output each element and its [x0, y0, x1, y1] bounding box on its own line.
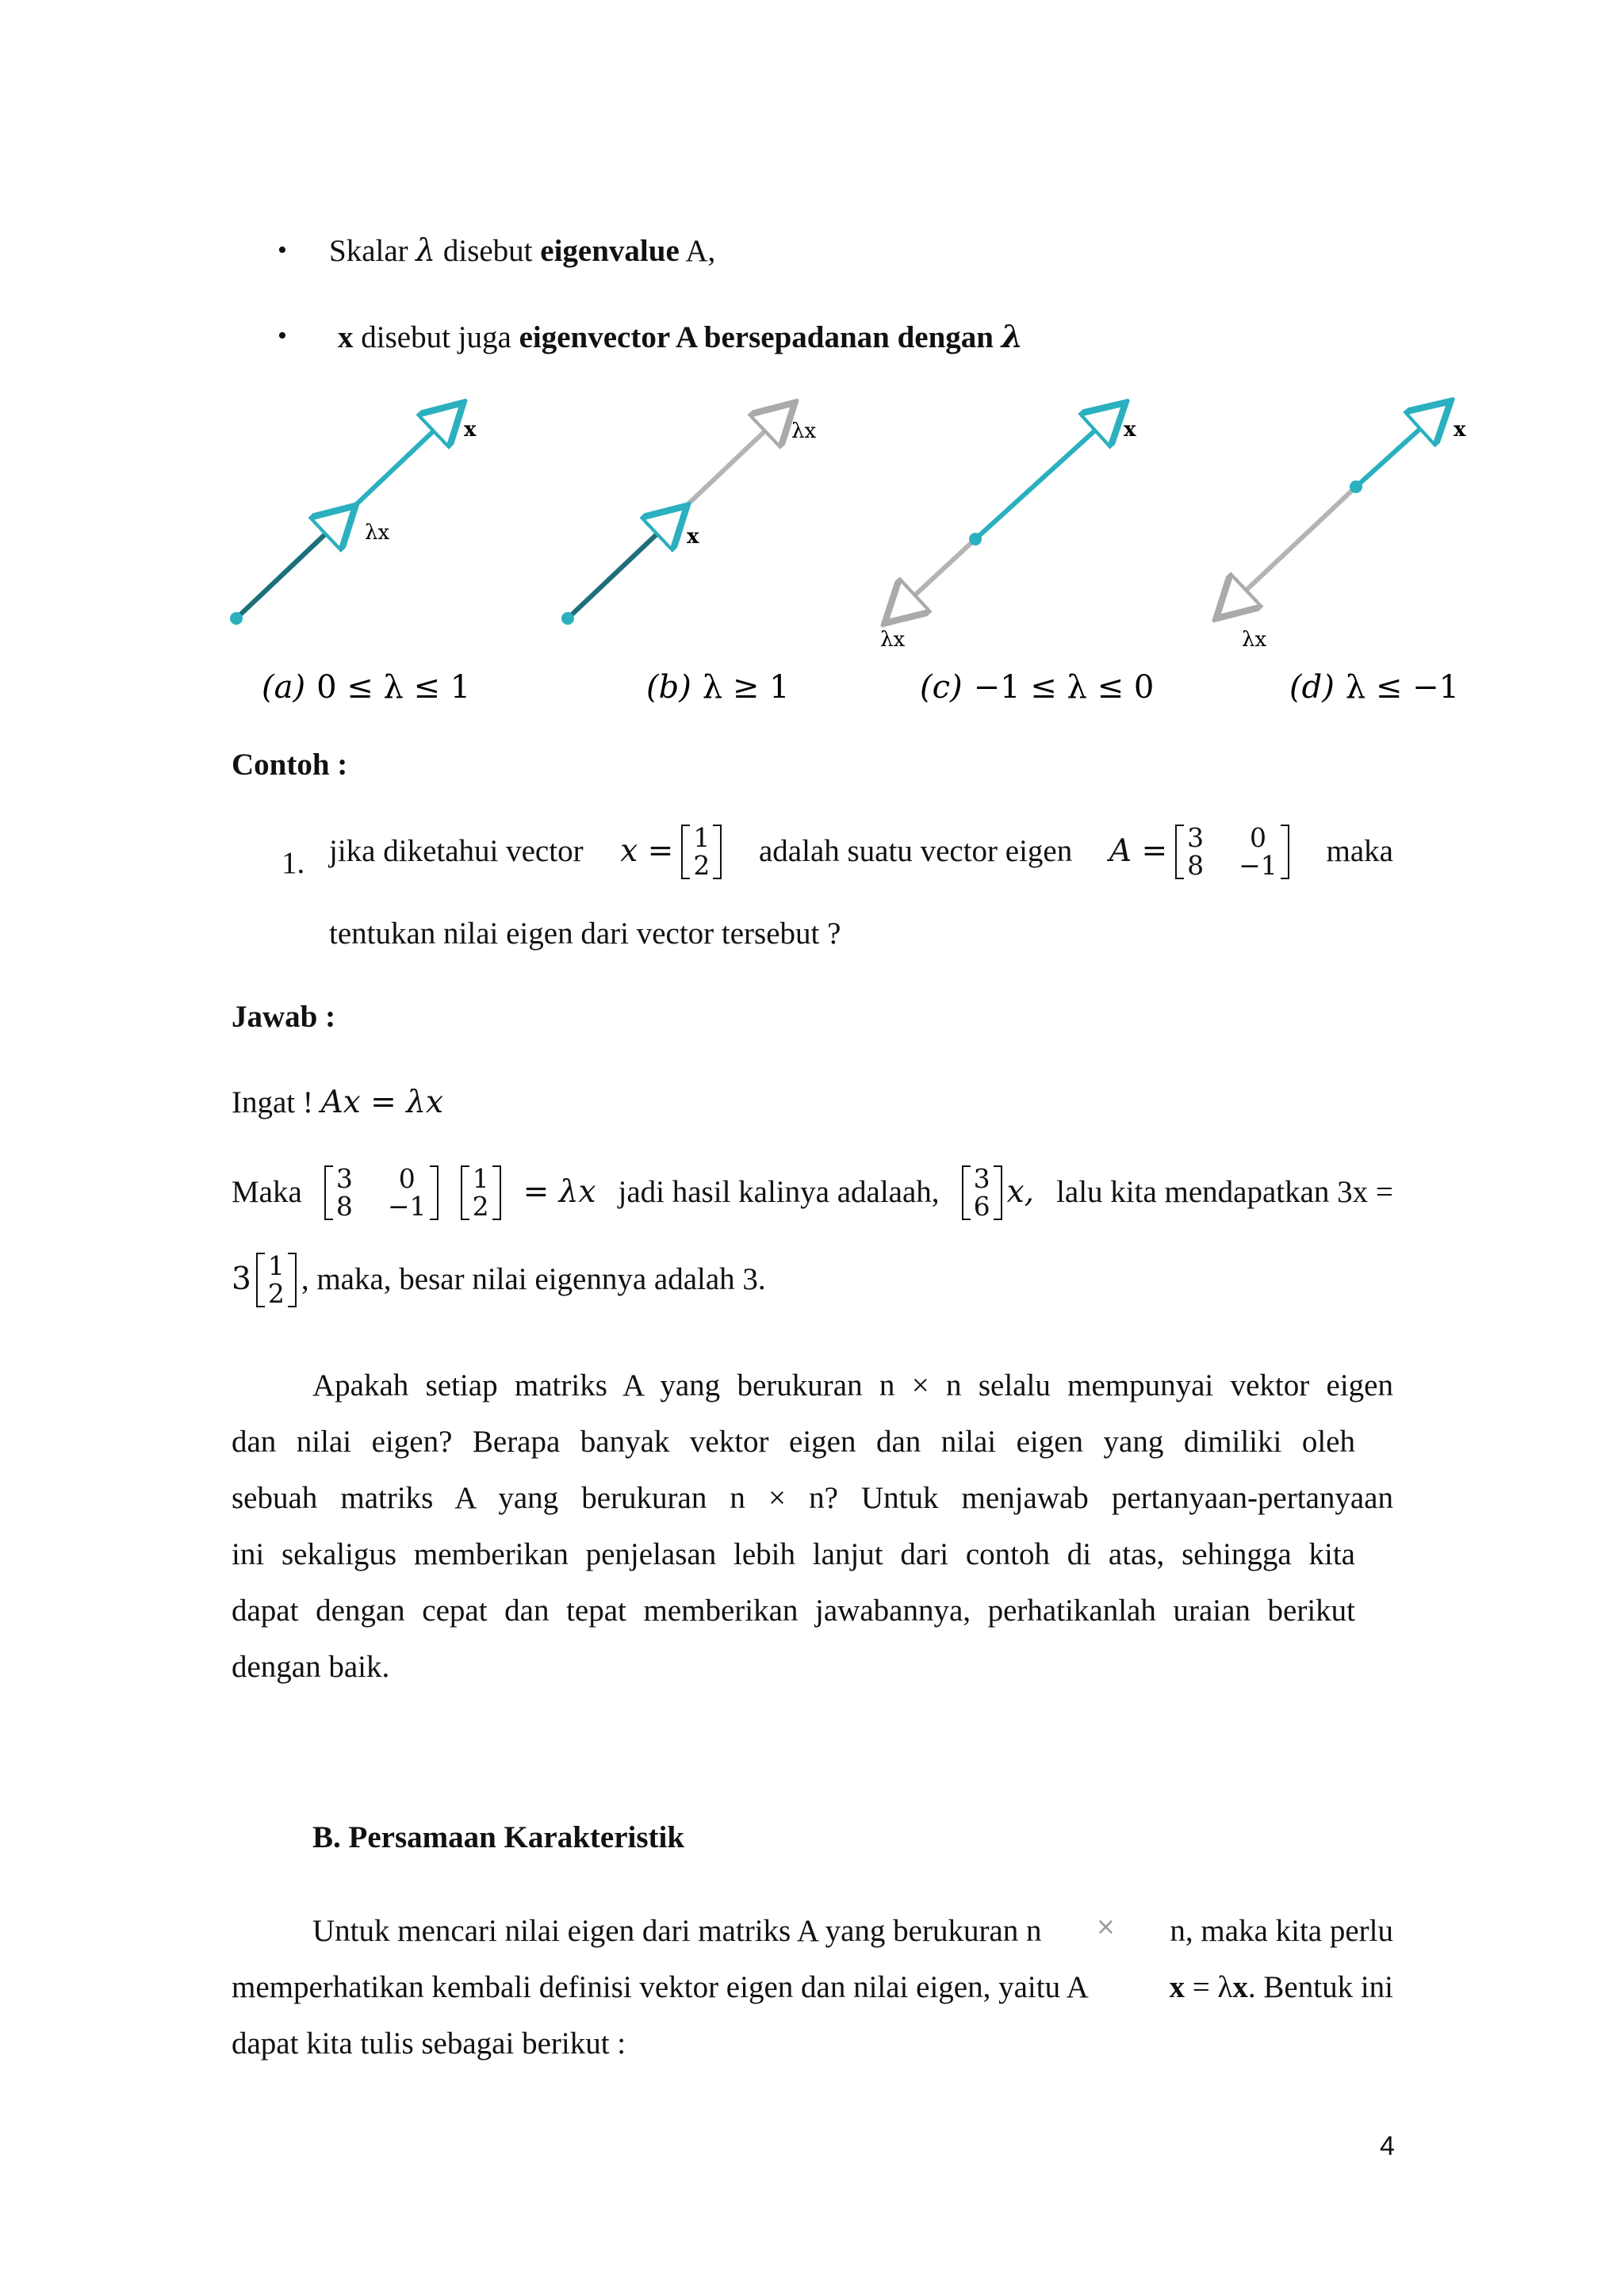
paragraph-1-line-3: sebuah matriks A yang berukuran n × n? Untuk menjawab pertanyaan-pertanyaan — [232, 1481, 1393, 1515]
ingat-line — [232, 1085, 443, 1122]
vector-lambda-x-arrow — [236, 509, 352, 618]
bullet-marker: • — [278, 321, 287, 350]
vector-x-arrow — [1356, 404, 1447, 487]
paragraph-2-text: n, maka kita perlu — [1170, 1914, 1393, 1948]
origin-point — [561, 612, 574, 625]
equals-lambda-x: = λx — [523, 1174, 596, 1211]
example-text: adalah suatu vector eigen — [758, 834, 1073, 869]
caption-b — [646, 669, 790, 706]
vector-product: 3 6 — [962, 1165, 1002, 1220]
panel-c — [880, 406, 1154, 706]
caption-condition: −1 ≤ λ ≤ 0 — [973, 669, 1155, 706]
a-equals: A = — [1109, 833, 1168, 870]
label-x: x — [687, 525, 699, 549]
paragraph-2-line-2 — [232, 1969, 1393, 2007]
label-lambda-x: λx — [880, 628, 906, 652]
ingat-equation: Ax = λx — [320, 1085, 443, 1120]
maka-line — [232, 1165, 1393, 1220]
bullet-1-text-mid: disebut — [435, 234, 541, 268]
section-b-heading: B. Persamaan Karakteristik — [312, 1820, 685, 1854]
bullet-2 — [338, 319, 1023, 357]
label-lambda-x: λx — [791, 419, 817, 443]
eigenvector-figure — [222, 388, 1491, 721]
bullet-1-text-end: A, — [679, 234, 716, 268]
paragraph-2-line-1 — [312, 1913, 1393, 1950]
caption-c — [920, 669, 1154, 706]
vector-x-arrow — [975, 406, 1122, 539]
label-x: x — [1454, 418, 1466, 442]
caption-letter: (b) — [646, 669, 691, 706]
conclusion-text: , maka, besar nilai eigennya adalah 3. — [301, 1262, 766, 1297]
caption-d — [1289, 669, 1459, 706]
times-symbol: × — [1095, 1913, 1116, 1941]
x-symbol: x, — [1006, 1174, 1034, 1211]
paragraph-1-line-5: dapat dengan cepat dan tepat memberikan jawabannya, perhatikanlah uraian berikut — [232, 1594, 1355, 1628]
label-lambda-x: λx — [1242, 628, 1267, 652]
bullet-2-x: x — [338, 320, 354, 354]
caption-condition: 0 ≤ λ ≤ 1 — [316, 669, 471, 706]
maka-line-2 — [232, 1250, 766, 1309]
vector-x-arrow — [568, 509, 684, 618]
bullet-1 — [329, 233, 715, 270]
maka-text: jadi hasil kalinya adalaah, — [618, 1175, 940, 1210]
paragraph-2-text: . Bentuk ini — [1247, 1970, 1393, 2004]
example-text: jika diketahui vector — [329, 834, 584, 869]
maka-text: lalu kita mendapatkan 3x = — [1056, 1175, 1393, 1210]
x-equals: x = — [620, 833, 674, 870]
label-x: x — [1124, 418, 1136, 442]
vector-x-bold: x — [1169, 1970, 1185, 2004]
matrix-a: 3 0 8 −1 — [324, 1165, 439, 1220]
vector-lambda-x-arrow — [1220, 487, 1356, 615]
panel-d — [1220, 404, 1466, 706]
example-text: maka — [1326, 834, 1393, 869]
vector-x: 1 2 — [256, 1253, 297, 1307]
ingat-text: Ingat ! — [232, 1085, 321, 1119]
example-number: 1. — [282, 846, 305, 880]
origin-point — [1350, 480, 1362, 493]
caption-condition: λ ≥ 1 — [702, 669, 790, 706]
paragraph-2-text: Untuk mencari nilai eigen dari matriks A yang berukuran n — [312, 1914, 1042, 1948]
paragraph-2-text: memperhatikan kembali definisi vektor eigen dan nilai eigen, yaitu A — [232, 1970, 1089, 2004]
jawab-heading: Jawab : — [232, 1000, 336, 1034]
origin-point — [230, 612, 243, 625]
bullet-1-text: Skalar — [329, 234, 416, 268]
scalar-three: 3 — [232, 1261, 251, 1298]
caption-letter: (d) — [1289, 669, 1335, 706]
bullet-marker: • — [278, 235, 287, 265]
vector-x: 1 2 — [681, 825, 722, 879]
origin-point — [969, 533, 982, 545]
label-lambda-x: λx — [365, 521, 390, 545]
paragraph-2-line-3: dapat kita tulis sebagai berikut : — [232, 2026, 626, 2061]
vector-x-bold: x — [1232, 1970, 1248, 2004]
page-number: 4 — [1380, 2131, 1395, 2161]
bullet-2-bold-2: A bersepadanan dengan — [669, 320, 1002, 354]
vector-lambda-x-arrow — [888, 539, 975, 620]
lambda-symbol: λ — [416, 233, 436, 269]
paragraph-1-line-6: dengan baik. — [232, 1650, 390, 1684]
example-1-line-1 — [329, 822, 1393, 881]
equals-lambda: = λ — [1185, 1970, 1233, 2004]
panel-a — [230, 406, 477, 706]
label-x: x — [464, 418, 477, 442]
lambda-symbol: λ — [1001, 319, 1024, 355]
vector-x: 1 2 — [461, 1165, 501, 1220]
contoh-heading: Contoh : — [232, 748, 348, 782]
bullet-2-bold: eigenvector — [519, 320, 670, 354]
caption-letter: (c) — [920, 669, 963, 706]
caption-letter: (a) — [262, 669, 306, 706]
paragraph-1-line-2: dan nilai eigen? Berapa banyak vektor eigen dan nilai eigen yang dimiliki oleh — [232, 1425, 1355, 1459]
matrix-a: 3 0 8 −1 — [1175, 825, 1289, 879]
caption-condition: λ ≤ −1 — [1345, 669, 1460, 706]
bullet-1-bold: eigenvalue — [540, 234, 680, 268]
maka-text: Maka — [232, 1175, 302, 1210]
paragraph-1-line-4: ini sekaligus memberikan penjelasan lebih lanjut dari contoh di atas, sehingga kita — [232, 1537, 1355, 1571]
example-1-line-2: tentukan nilai eigen dari vector tersebut ? — [329, 916, 841, 951]
caption-a — [262, 669, 470, 706]
paragraph-1-line-1: Apakah setiap matriks A yang berukuran n × n selalu mempunyai vektor eigen — [312, 1368, 1393, 1402]
panel-b — [561, 406, 816, 706]
bullet-2-text: disebut juga — [353, 320, 519, 354]
